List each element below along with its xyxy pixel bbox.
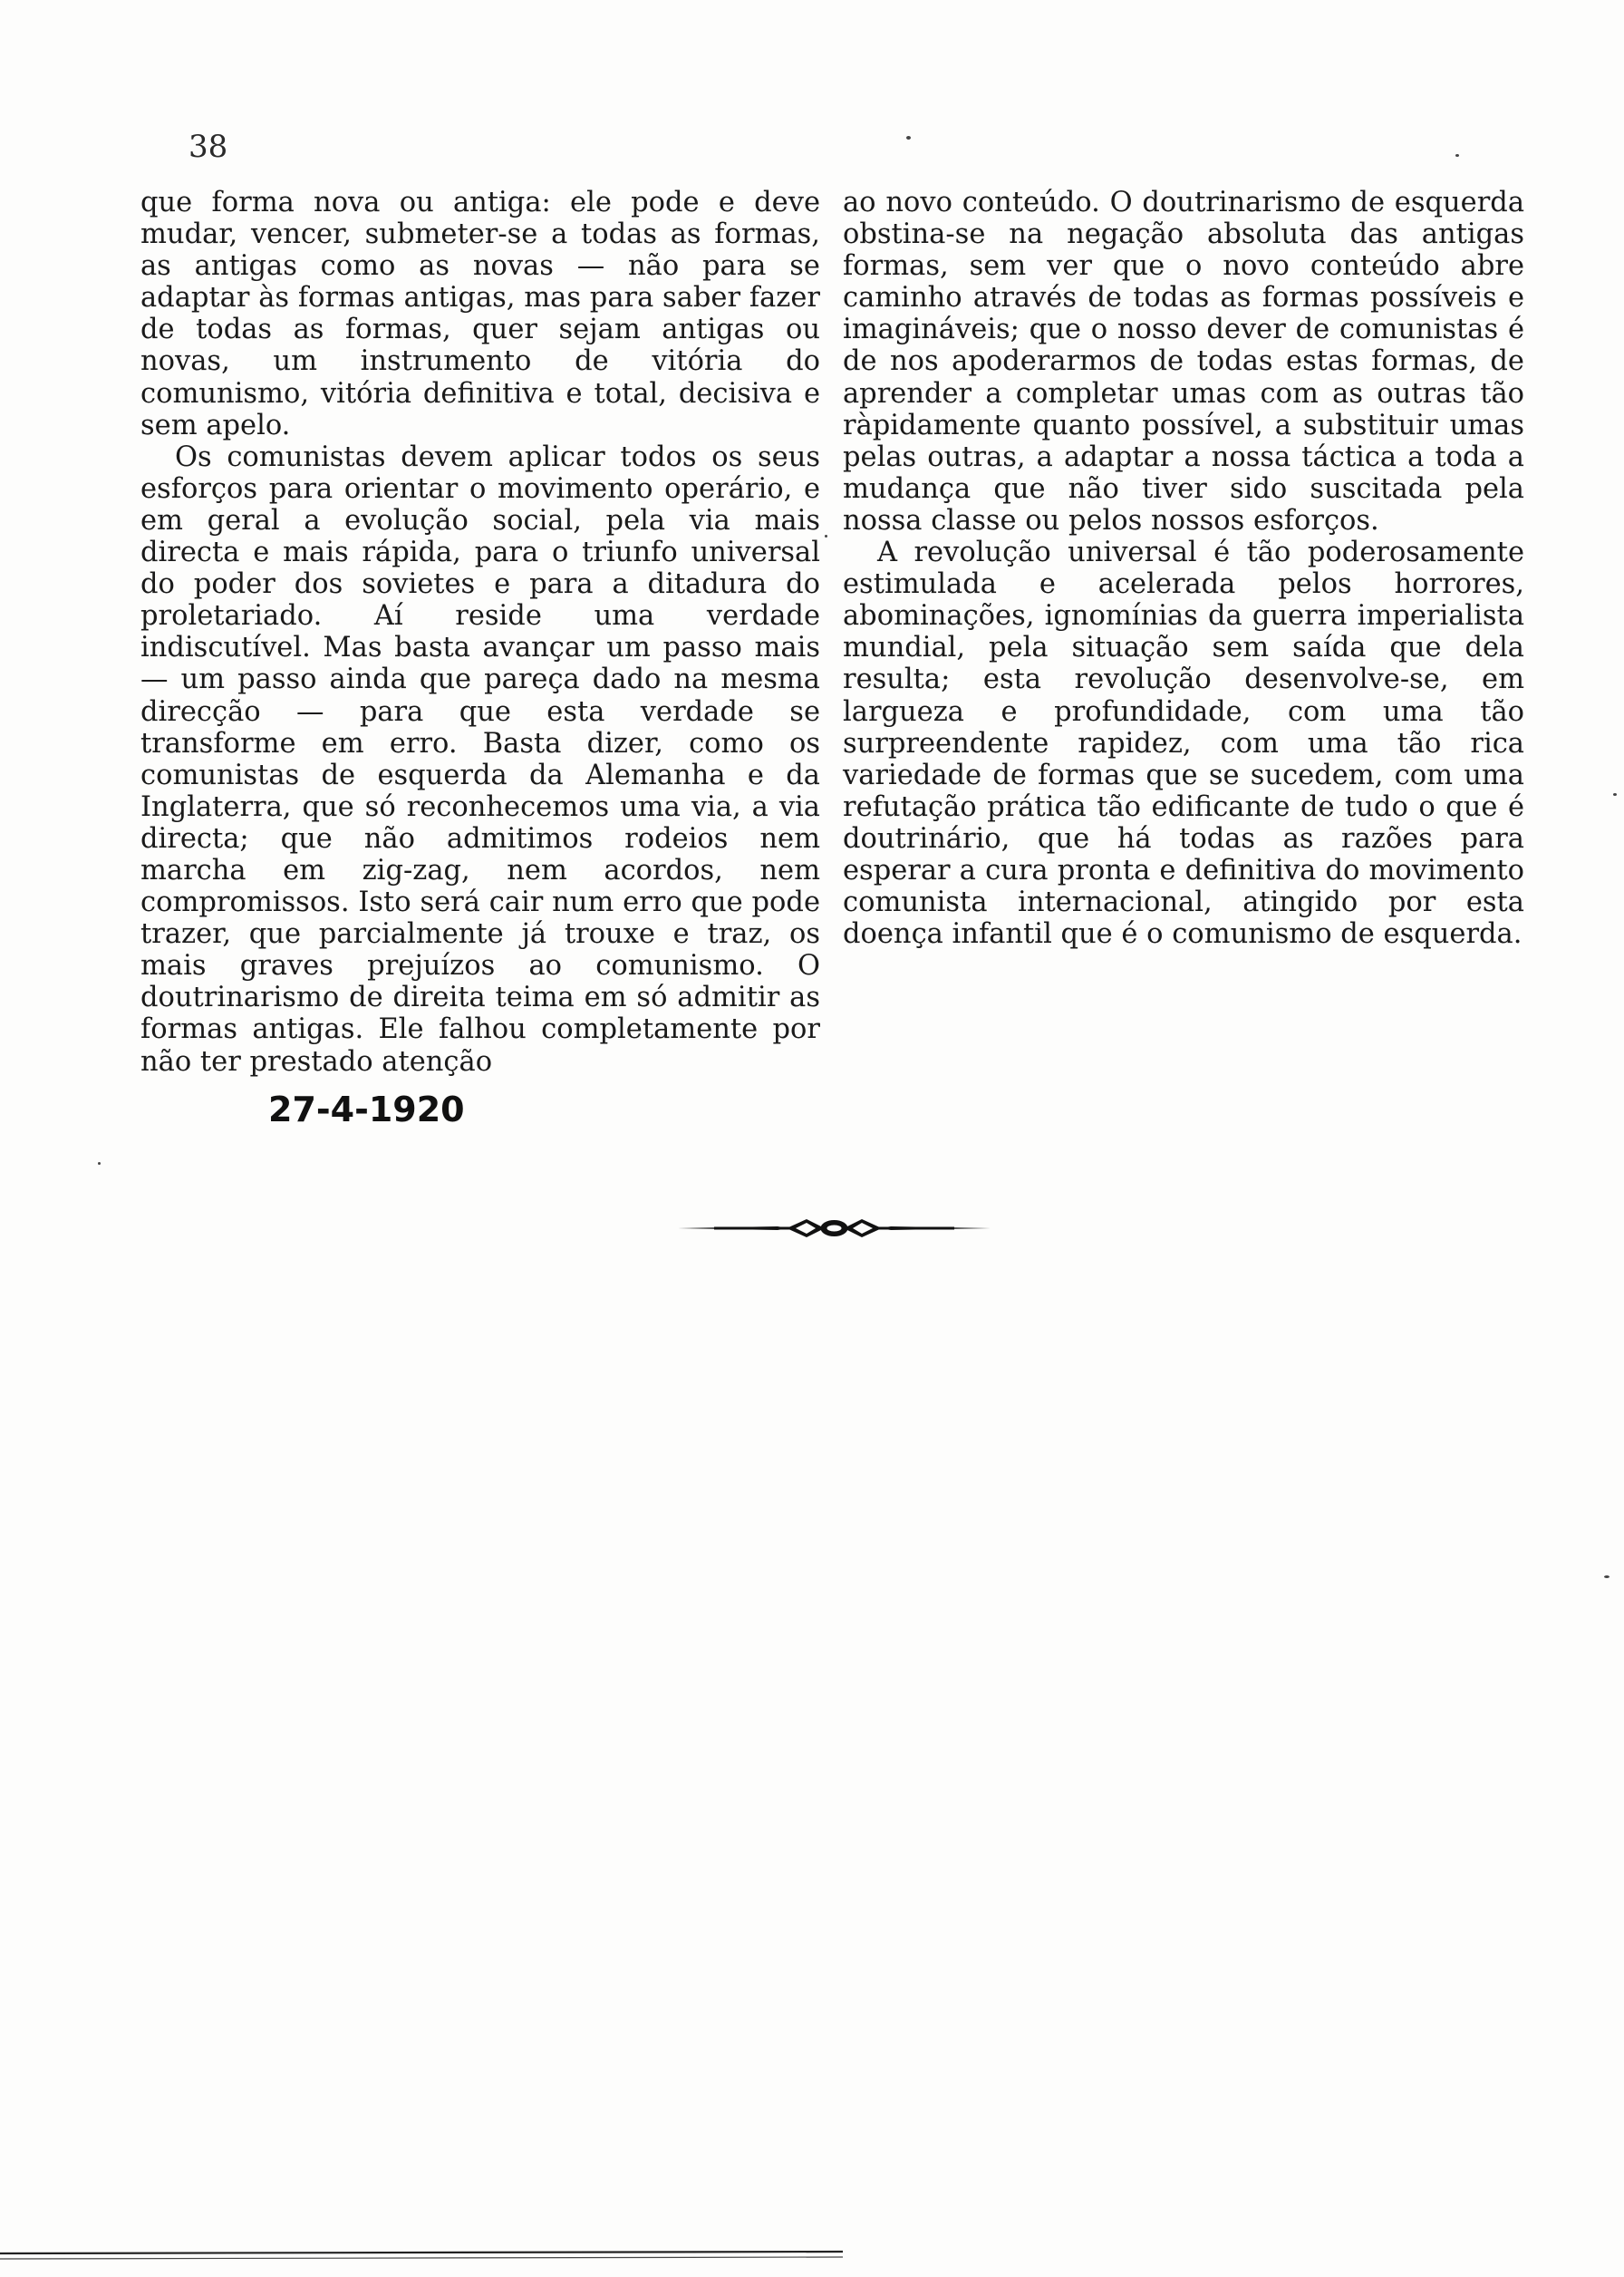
scan-speck: [906, 136, 911, 140]
scan-speck: [1455, 154, 1459, 157]
scan-speck: [1604, 1575, 1610, 1578]
flourish-divider-icon: [678, 1212, 991, 1245]
closing-date: 27-4-1920: [268, 1090, 465, 1129]
scan-edge-line: [0, 2248, 843, 2266]
page-number: 38: [188, 129, 228, 165]
right-text-column: [843, 187, 1524, 950]
scan-speck: [1613, 793, 1617, 796]
scan-speck: [98, 1162, 101, 1165]
right-paragraph-2: A revolução universal é tão poderosamente estimulada e acelerada pelos horrores, abominações, ignomínias da guerra imperialista mundial, pela situação sem saída que dela resulta; esta revolução desenvolve-se, em largueza e profundidade, com uma tão surpreendente rapidez, com uma tão rica variedade de formas que se sucedem, com uma refutação prática tão edificante de tudo o que é doutrinário, que há todas as razões para esperar a cura pronta e definitiva do movimento comunista internacional, atingido por esta doença infantil que é o comunismo de esquerda.: [843, 537, 1524, 951]
left-paragraph-2: Os comunistas devem aplicar todos os seus esforços para orientar o movimento operário, e em geral a evolução social, pela via mais directa e mais rápida, para o triunfo universal do poder dos sovietes e para a ditadura do proletariado. Aí reside uma verdade indiscutível. Mas basta avançar um passo mais — um passo ainda que pareça dado na mesma direcção — para que esta verdade se transforme em erro. Basta dizer, como os comunistas de esquerda da Alemanha e da Inglaterra, que só reconhecemos uma via, a via directa; que não admitimos rodeios nem marcha em zig-zag, nem acordos, nem compromissos. Isto será cair num erro que pode trazer, que parcialmente já trouxe e traz, os mais graves prejuízos ao comunismo. O doutrinarismo de direita teima em só admitir as formas antigas. Ele falhou completamente por não ter prestado atenção: [140, 441, 820, 1078]
right-paragraph-1: ao novo conteúdo. O doutrinarismo de esquerda obstina-se na negação absoluta das antigas formas, sem ver que o novo conteúdo abre caminho através de todas as formas possíveis e imagináveis; que o nosso dever de comunistas é de nos apoderarmos de todas estas formas, de aprender a completar umas com as outras tão ràpidamente quanto possível, a substituir umas pelas outras, a adaptar a nossa táctica a toda a mudança que não tiver sido suscitada pela nossa classe ou pelos nossos esforços.: [843, 187, 1524, 537]
scan-speck: [825, 535, 827, 538]
left-paragraph-1: que forma nova ou antiga: ele pode e deve mudar, vencer, submeter-se a todas as formas, as antigas como as novas — não para se adaptar às formas antigas, mas para saber fazer de todas as formas, quer sejam antigas ou novas, um instrumento de vitória do comunismo, vitória definitiva e total, decisiva e sem apelo.: [140, 187, 820, 441]
left-text-column: [140, 187, 820, 1078]
